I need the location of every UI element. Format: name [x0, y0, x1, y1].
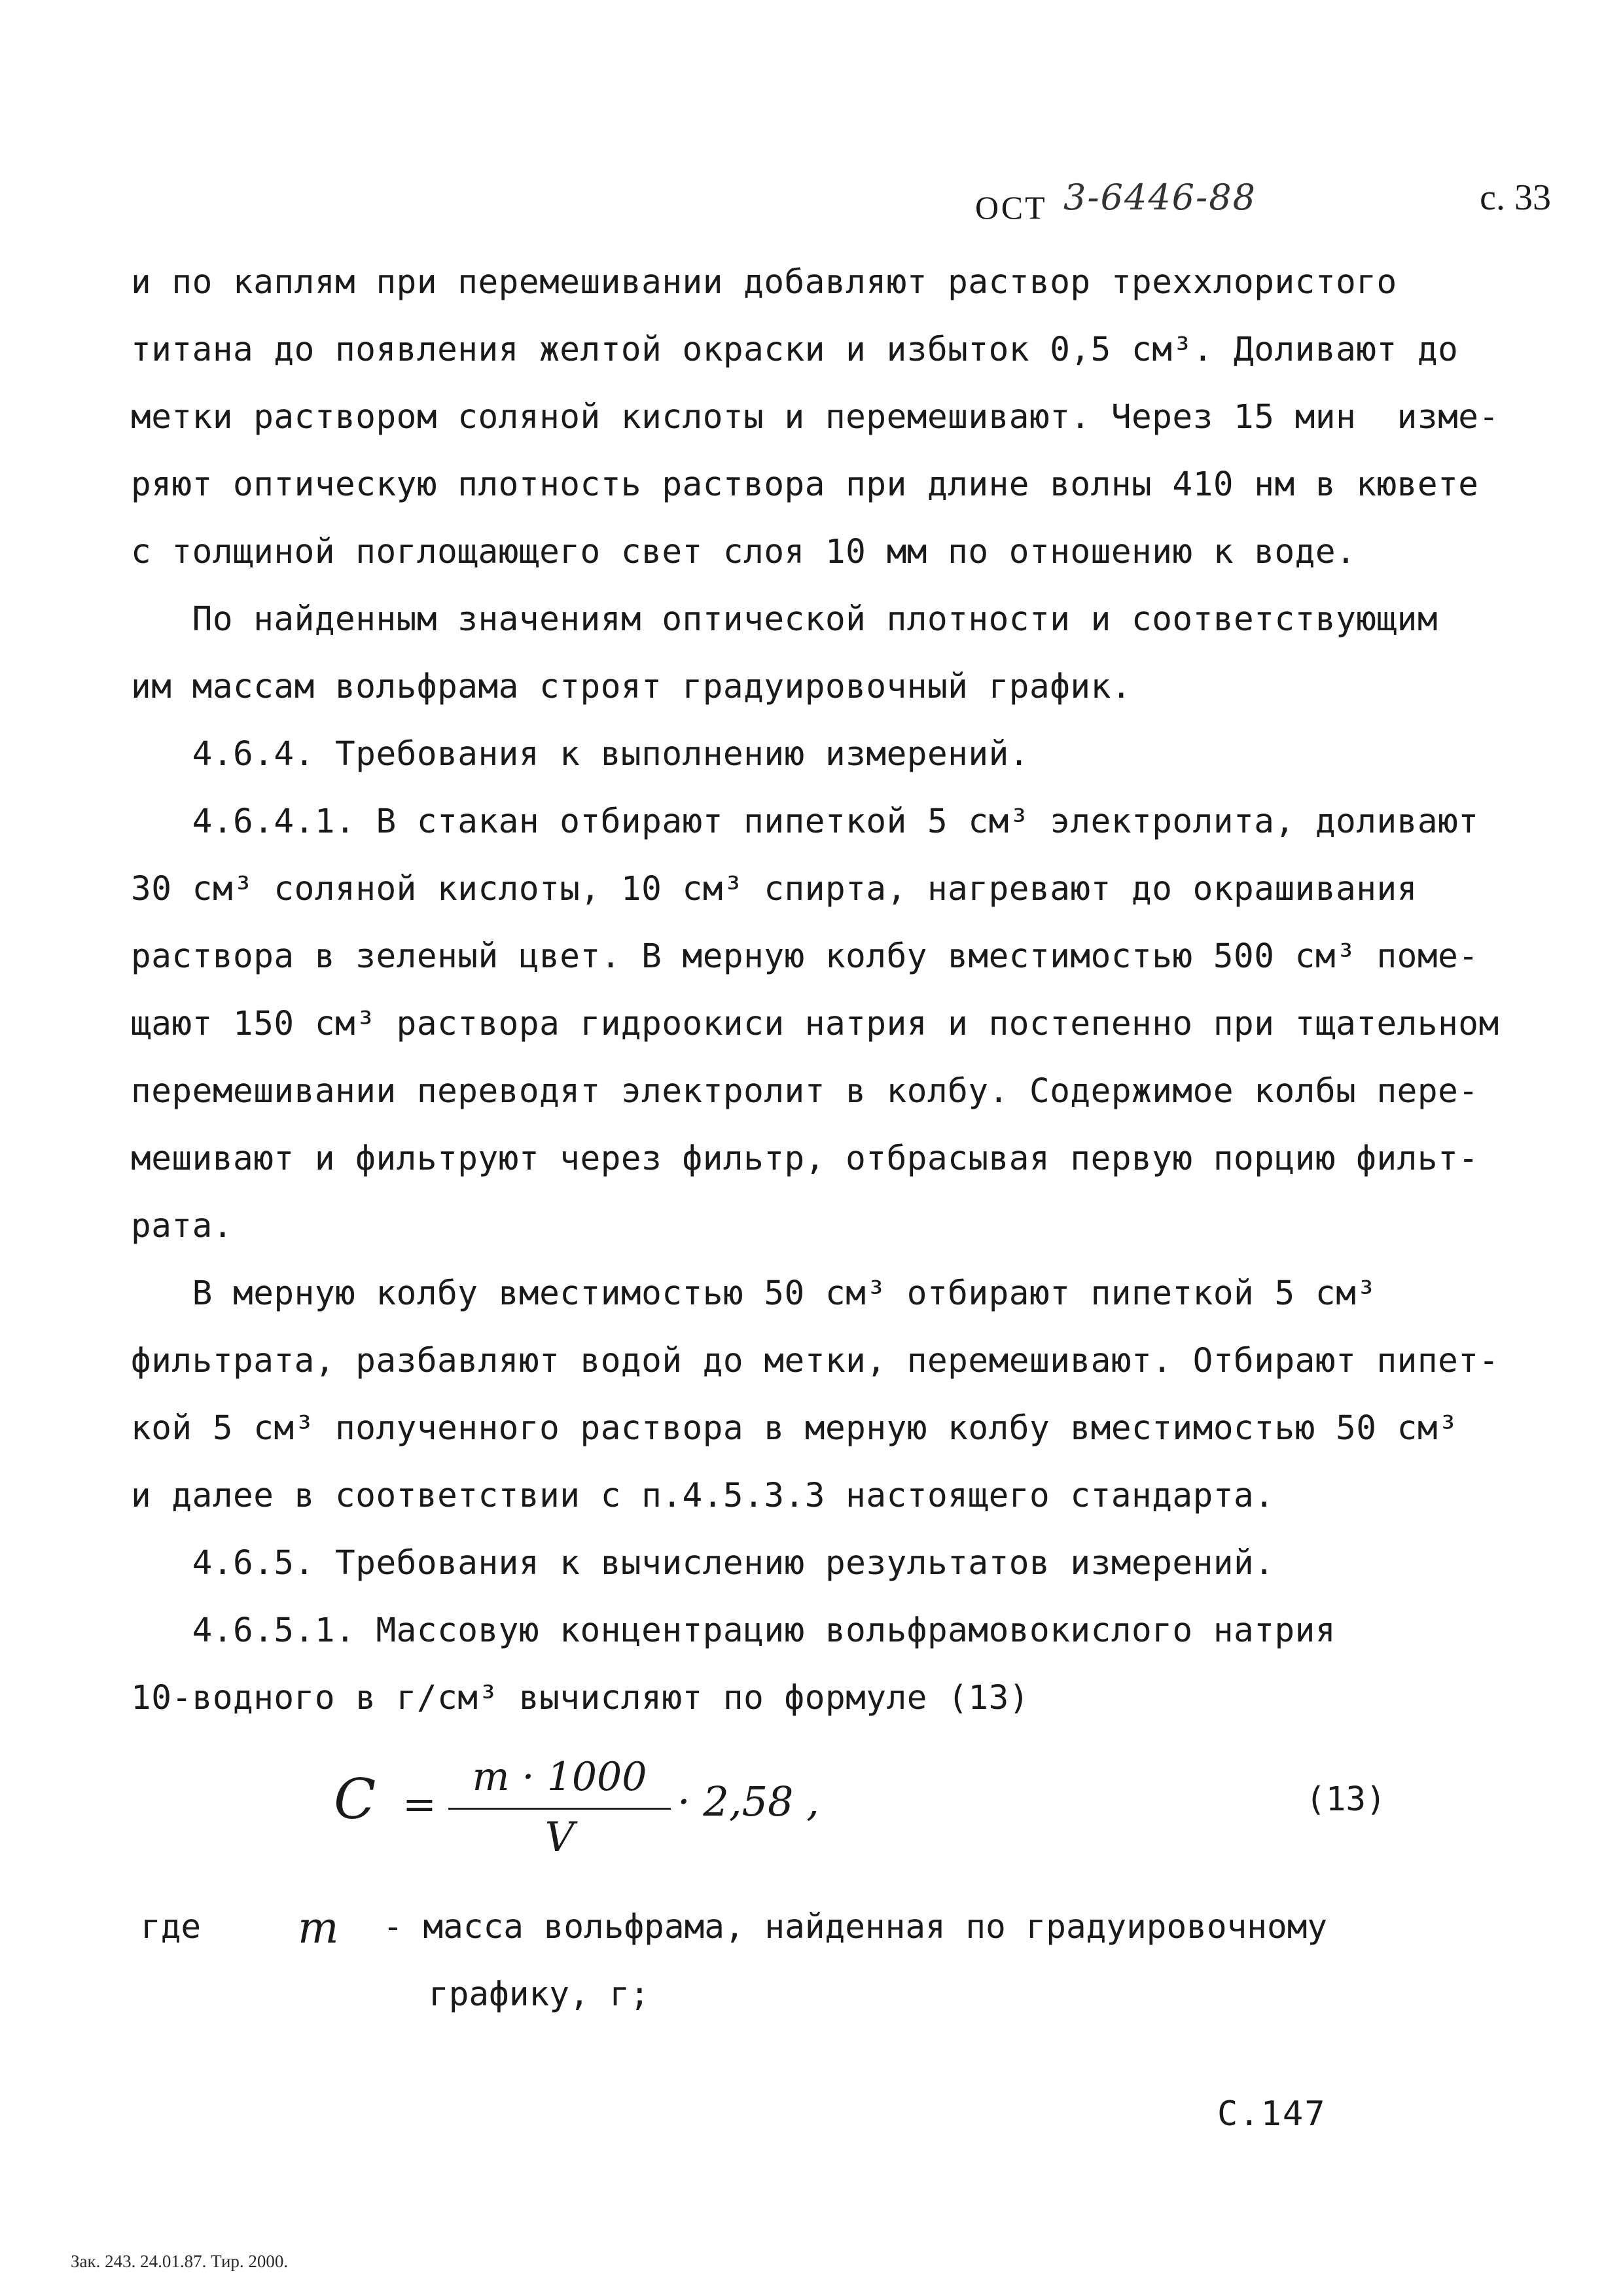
text-line: кой 5 см³ полученного раствора в мерную колбу вместимостью 50 см³ [131, 1409, 1459, 1448]
formula-factor: · 2,58 , [677, 1778, 819, 1825]
section-heading: 4.6.4. Требования к выполнению измерений. [131, 735, 1030, 774]
text-line: перемешивании переводят электролит в колбу. Содержимое колбы пере- [131, 1072, 1479, 1111]
body-text [131, 249, 1531, 1732]
text-line: щают 150 см³ раствора гидроокиси натрия и постепенно при тщательном [131, 1005, 1499, 1043]
formula-numerator: m · 1000 [472, 1754, 647, 1800]
page-header [975, 177, 1551, 236]
printing-imprint: Зак. 243. 24.01.87. Тир. 2000. [71, 2251, 289, 2271]
formula-equals: = [402, 1780, 437, 1828]
text-line: 4.6.4.1. В стакан отбирают пипеткой 5 см³ электролита, доливают [131, 802, 1479, 841]
text-line: По найденным значениям оптической плотности и соответствующим [131, 600, 1438, 639]
text-line: и по каплям при перемешивании добавляют раствор треххлористого [131, 263, 1397, 302]
text-line: метки раствором соляной кислоты и перемешивают. Через 15 мин изме- [131, 398, 1499, 437]
text-line: 4.6.5.1. Массовую концентрацию вольфрамовокислого натрия [131, 1611, 1336, 1650]
text-line: мешивают и фильтруют через фильтр, отбрасывая первую порцию фильт- [131, 1139, 1479, 1178]
formula-number: (13) [1306, 1780, 1386, 1819]
section-heading: 4.6.5. Требования к вычислению результатов измерений. [131, 1544, 1275, 1583]
fraction-bar [448, 1808, 671, 1810]
text-line: титана до появления желтой окраски и избыток 0,5 см³. Доливают до [131, 331, 1459, 369]
text-line: В мерную колбу вместимостью 50 см³ отбирают пипеткой 5 см³ [131, 1274, 1377, 1313]
formula-lhs: C [334, 1767, 376, 1831]
variable-definitions [141, 1903, 1515, 2058]
text-line: 10-водного в г/см³ вычисляют по формуле (13) [131, 1679, 1030, 1717]
text-line: им массам вольфрама строят градуировочный график. [131, 668, 1132, 706]
page-number: с. 33 [1480, 177, 1551, 218]
text-line: ряют оптическую плотность раствора при длине волны 410 нм в кювете [131, 465, 1479, 504]
standard-prefix: ОСТ [975, 189, 1047, 226]
text-line: с толщиной поглощающего свет слоя 10 мм по отношению к воде. [131, 533, 1357, 571]
text-line: 30 см³ соляной кислоты, 10 см³ спирта, нагревают до окрашивания [131, 870, 1418, 908]
formula-13 [334, 1754, 1414, 1885]
variable-definition: - масса вольфрама, найденная по градуировочному [383, 1908, 1328, 1946]
standard-number: 3-6446-88 [1063, 177, 1257, 218]
where-label: где [141, 1908, 202, 1946]
text-line: и далее в соответствии с п.4.5.3.3 настоящего стандарта. [131, 1477, 1275, 1515]
variable-definition-continued: графику, г; [429, 1975, 650, 2014]
text-line: фильтрата, разбавляют водой до метки, перемешивают. Отбирают пипет- [131, 1342, 1499, 1380]
variable-symbol: m [298, 1903, 339, 1953]
text-line: раствора в зеленый цвет. В мерную колбу вместимостью 500 см³ поме- [131, 937, 1479, 976]
formula-denominator: V [544, 1813, 575, 1861]
continuation-page-number: С.147 [1217, 2094, 1327, 2134]
text-line: рата. [131, 1207, 234, 1246]
